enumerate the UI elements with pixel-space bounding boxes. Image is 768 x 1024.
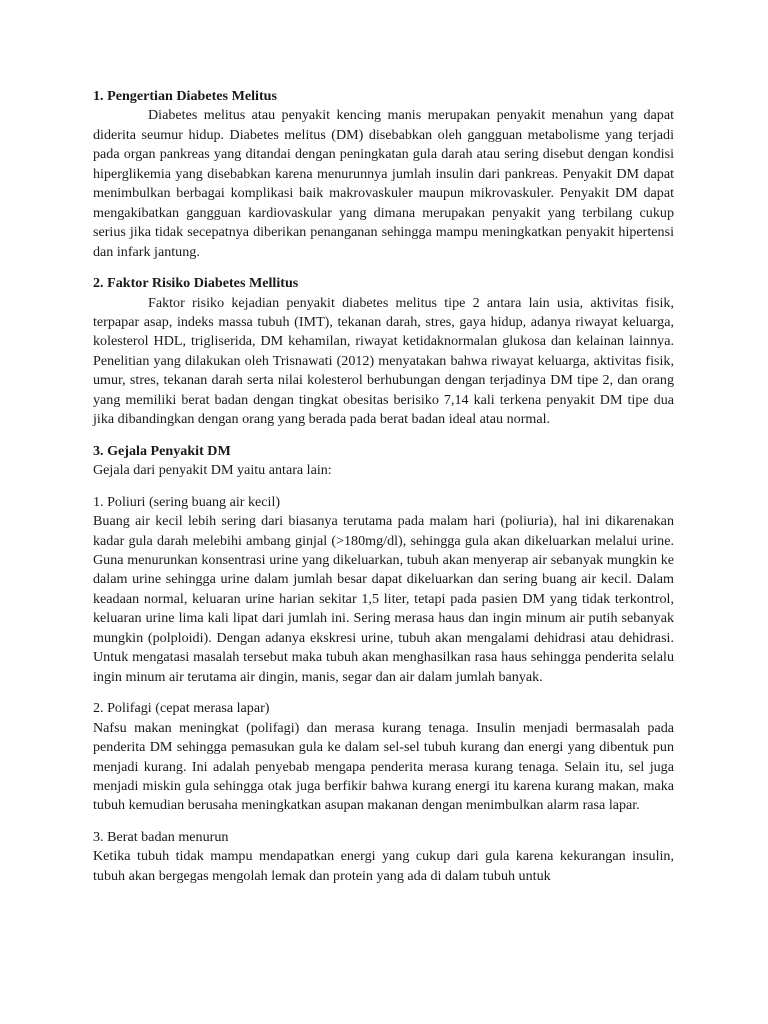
section-1-paragraph: Diabetes melitus atau penyakit kencing manis merupakan penyakit menahun yang dapat diderita seumur hidup. Diabetes melitus (DM) disebabkan oleh gangguan metabolisme yang terjadi pada organ pankreas yang ditandai dengan peningkatan gula darah atau sering disebut dengan kondisi hiperglikemia yang disebabkan karena menurunnya jumlah insulin dari pankreas. Penyakit DM dapat menimbulkan berbagai komplikasi baik makrovaskuler maupun mikrovaskuler. Penyakit DM dapat mengakibatkan gangguan kardiovaskular yang dimana merupakan penyakit yang terbilang cukup serius jika tidak secepatnya diberikan penanganan sehingga mampu meningkatkan penyakit hipertensi dan infark jantung. xyxy=(93,107,674,260)
symptom-3-paragraph: Ketika tubuh tidak mampu mendapatkan energi yang cukup dari gula karena kekurangan insulin, tubuh akan bergegas mengolah lemak dan protein yang ada di dalam tubuh untuk xyxy=(93,848,674,884)
symptom-2-paragraph: Nafsu makan meningkat (polifagi) dan merasa kurang tenaga. Insulin menjadi bermasalah pada penderita DM sehingga pemasukan gula ke dalam sel-sel tubuh kurang dan energi yang dibentuk pun menjadi kurang. Ini adalah penyebab mengapa penderita merasa kurang tenaga. Selain itu, sel juga menjadi miskin gula sehingga otak juga berfikir bahwa kurang energi itu karena kurang makan, maka tubuh kemudian berusaha meningkatkan asupan makanan dengan menimbulkan alarm rasa lapar. xyxy=(93,719,674,814)
section-2-heading: 2. Faktor Risiko Diabetes Mellitus xyxy=(93,275,299,292)
section-3-heading: 3. Gejala Penyakit DM xyxy=(93,442,231,459)
spacer xyxy=(93,430,674,442)
symptom-1-paragraph: Buang air kecil lebih sering dari biasanya terutama pada malam hari (poliuria), hal ini dikarenakan kadar gula darah melebihi ambang ginjal (>180mg/dl), sehingga gula akan dikeluarkan melalui urine. Guna menurunkan konsentrasi urine yang dikeluarkan, tubuh akan menyerap air sebanyak mungkin ke dalam urine sehingga urine dalam jumlah besar dapat dikeluarkan dan sering buang air kecil. Dalam keadaan normal, keluaran urine harian sekitar 1,5 liter, tetapi pada pasien DM yang tidak terkontrol, keluaran urine lima kali lipat dari jumlah ini. Sering merasa haus dan ingin minum air putih sebanyak mungkin (polploidi). Dengan adanya ekskresi urine, tubuh akan mengalami dehidrasi atau dehidrasi. Untuk mengatasi masalah tersebut maka tubuh akan menghasilkan rasa haus sehingga penderita selalu ingin minum air terutama air dingin, manis, segar dan air dalam jumlah banyak. xyxy=(93,513,674,685)
document-body xyxy=(93,87,674,886)
symptom-2-title: 2. Polifagi (cepat merasa lapar) xyxy=(93,700,270,717)
spacer xyxy=(93,481,674,493)
section-3-intro: Gejala dari penyakit DM yaitu antara lain: xyxy=(93,462,332,479)
spacer xyxy=(93,262,674,274)
symptom-3-title: 3. Berat badan menurun xyxy=(93,828,229,845)
section-1-heading: 1. Pengertian Diabetes Melitus xyxy=(93,88,277,104)
spacer xyxy=(93,816,674,828)
section-2-paragraph: Faktor risiko kejadian penyakit diabetes melitus tipe 2 antara lain usia, aktivitas fisik, terpapar asap, indeks massa tubuh (IMT), tekanan darah, stres, gaya hidup, adanya riwayat keluarga, kolesterol HDL, trigliserida, DM kehamilan, riwayat ketidaknormalan glukosa dan kelainan lainnya. Penelitian yang dilakukan oleh Trisnawati (2012) menyatakan bahwa riwayat keluarga, aktivitas fisik, umur, stres, tekanan darah serta nilai kolesterol berhubungan dengan terjadinya DM tipe 2, dan orang yang memiliki berat badan dengan tingkat obesitas berisiko 7,14 kali terkena penyakit DM tipe dua jika dibandingkan dengan orang yang berada pada berat badan ideal atau normal. xyxy=(93,294,674,428)
spacer xyxy=(93,687,674,699)
symptom-1-title: 1. Poliuri (sering buang air kecil) xyxy=(93,493,281,510)
